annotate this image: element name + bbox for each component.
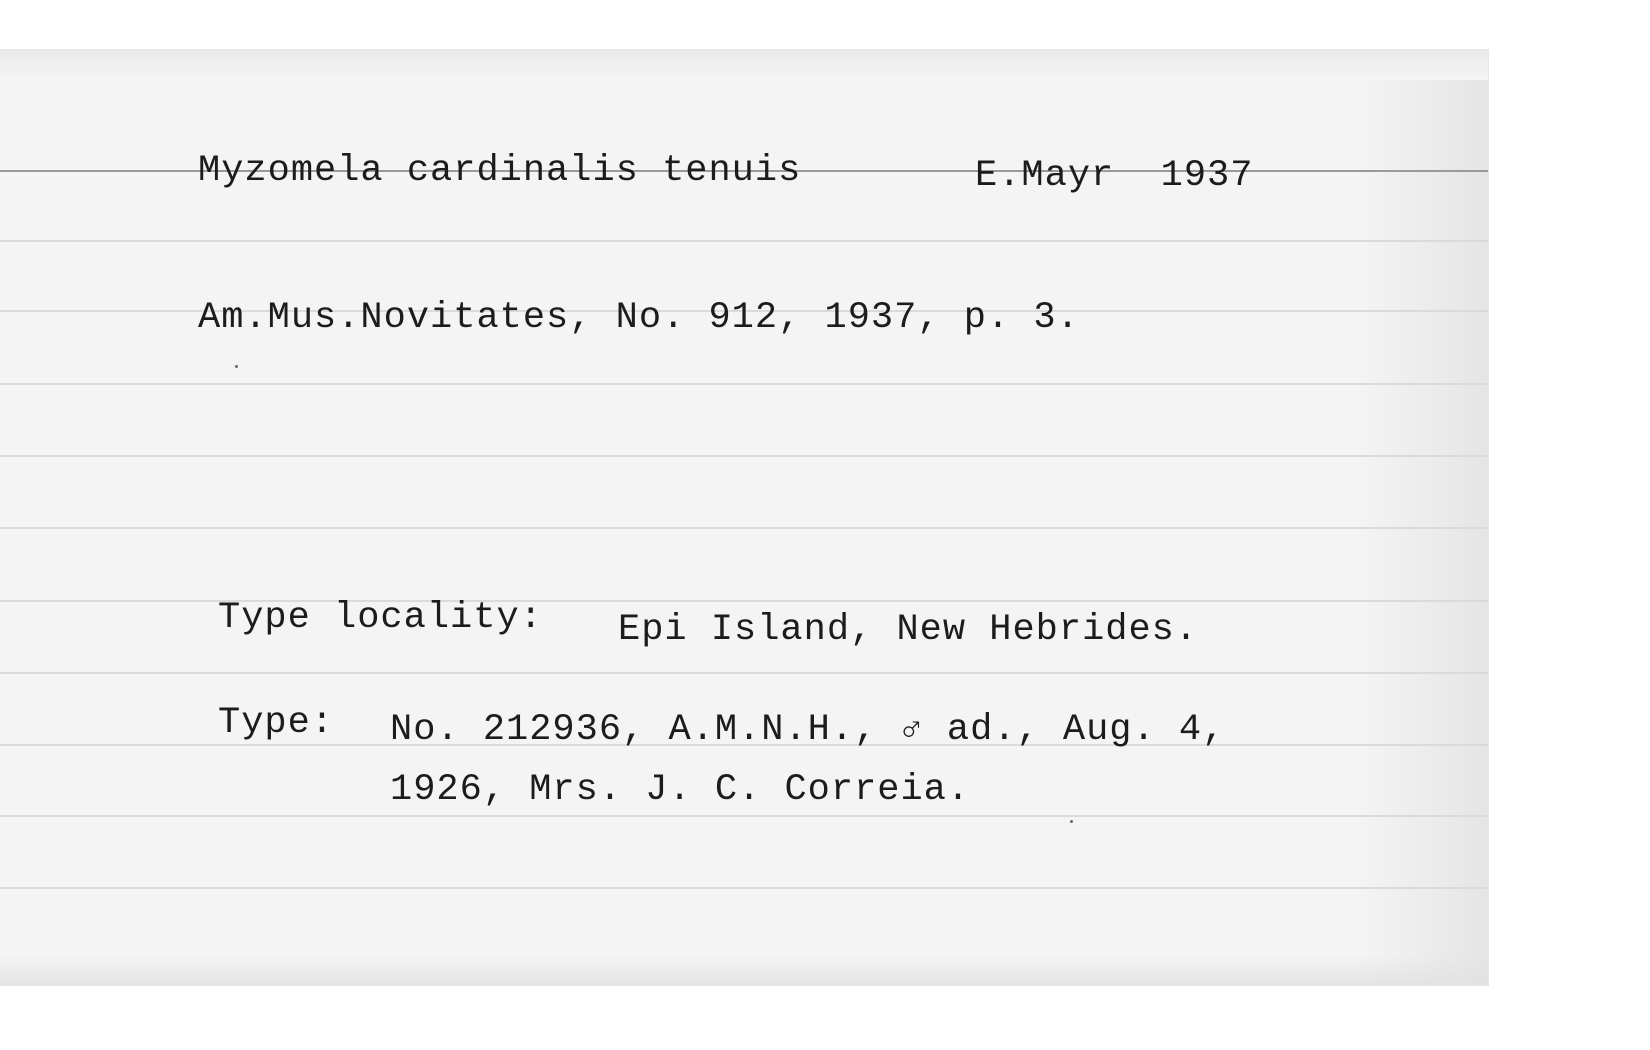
type-specimen-line-1: No. 212936, A.M.N.H., ♂ ad., Aug. 4, (390, 709, 1226, 751)
type-label: Type: (218, 702, 335, 744)
ruled-line (0, 672, 1488, 674)
ruled-line (0, 527, 1488, 529)
card-right-shadow (1360, 80, 1488, 985)
species-name: Myzomela cardinalis tenuis (198, 150, 802, 192)
card-top-shadow (0, 50, 1488, 80)
type-locality-label: Type locality: (218, 597, 543, 639)
card-bottom-shadow (0, 955, 1488, 985)
ruled-line (0, 383, 1488, 385)
ink-speck (1070, 820, 1073, 823)
type-locality-value: Epi Island, New Hebrides. (618, 609, 1199, 651)
ruled-line (0, 887, 1488, 889)
type-specimen-line-2: 1926, Mrs. J. C. Correia. (390, 769, 971, 811)
author-year: E.Mayr 1937 (975, 155, 1254, 197)
citation: Am.Mus.Novitates, No. 912, 1937, p. 3. (198, 297, 1080, 339)
ruled-line (0, 815, 1488, 817)
ruled-line (0, 455, 1488, 457)
ruled-line (0, 240, 1488, 242)
ink-speck (235, 365, 238, 368)
